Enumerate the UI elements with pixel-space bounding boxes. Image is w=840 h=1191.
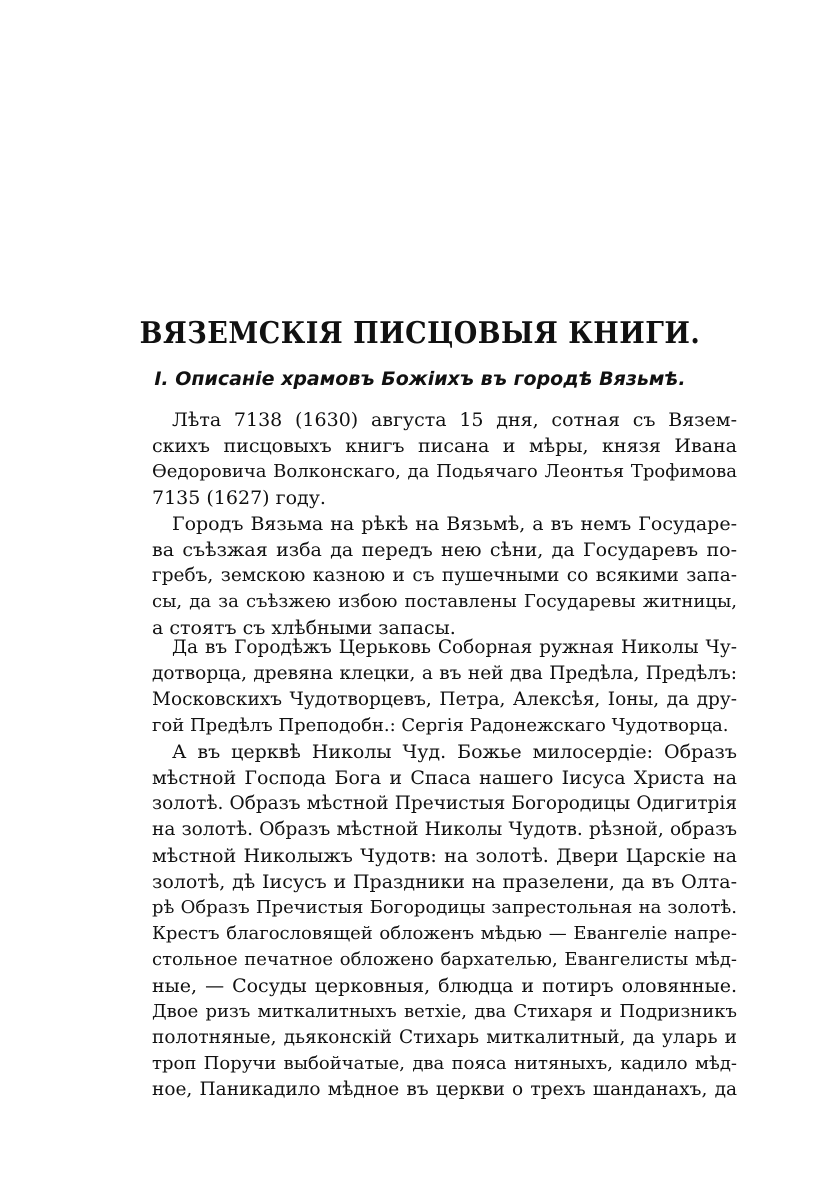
text-line: золотѣ. Образъ мѣстной Пречистыя Богородицы Одигитрія	[152, 793, 737, 814]
text-line: на золотѣ. Образъ мѣстной Николы Чудотв. рѣзной, образъ	[152, 819, 737, 840]
section-heading: I. Описаніе храмовъ Божіихъ въ городѣ Вязьмѣ.	[154, 368, 686, 390]
text-line: Ѳедоровича Волконскаго, да Подьячаго Леонтья Трофимова	[152, 461, 737, 482]
text-line: стольное печатное обложено бархателью, Евангелисты мѣд-	[152, 949, 737, 970]
text-line: полотняные, дьяконскій Стихарь миткалитный, да уларь и	[152, 1027, 737, 1048]
text-line: золотѣ, дѣ Іисусъ и Праздники на празелени, да въ Олта-	[152, 871, 737, 893]
text-line: мѣстной Господа Бога и Спаса нашего Іисуса Христа на	[152, 767, 737, 789]
text-line: дотворца, древяна клецки, а въ ней два Предѣла, Предѣлъ:	[152, 663, 737, 684]
text-line: гребъ, земскою казною и съ пушечными со всякими запа-	[152, 565, 737, 586]
text-line: ные, — Сосуды церковныя, блюдца и потиръ оловянные.	[152, 975, 737, 997]
text-line: Московскихъ Чудотворцевъ, Петра, Алексѣя, Іоны, да дру-	[152, 689, 737, 710]
text-line: гой Предѣлъ Преподобн.: Сергія Радонежскаго Чудотворца.	[152, 715, 729, 736]
text-line: Крестъ благословящей обложенъ мѣдью — Евангеліе напре-	[152, 923, 737, 944]
text-line: Городъ Вязьма на рѣкѣ на Вязьмѣ, а въ немъ Государе-	[172, 513, 737, 535]
text-line: скихъ писцовыхъ книгъ писана и мѣры, князя Ивана	[152, 435, 737, 457]
text-line: Лѣта 7138 (1630) августа 15 дня, сотная съ Вязем-	[172, 409, 737, 431]
text-line: троп Поручи выбойчатые, два пояса нитяныхъ, кадило мѣд-	[152, 1053, 737, 1074]
text-line: 7135 (1627) году.	[152, 487, 326, 509]
text-line: Да въ Городѣжъ Церьковь Соборная ружная Николы Чу-	[172, 637, 737, 658]
text-line: мѣстной Николыжъ Чудотв: на золотѣ. Двери Царскіе на	[152, 845, 737, 867]
text-line: сы, да за съѣзжею избою поставлены Государевы житницы,	[152, 591, 737, 612]
document-title: ВЯЗЕМСКІЯ ПИСЦОВЫЯ КНИГИ.	[139, 316, 701, 351]
text-line: ва съѣзжая изба да передъ нею сѣни, да Государевъ по-	[152, 539, 737, 561]
text-line: Двое ризъ миткалитныхъ ветхіе, два Стихаря и Подризникъ	[152, 1001, 737, 1022]
text-line: а стоятъ съ хлѣбными запасы.	[152, 617, 456, 639]
text-line: рѣ Образъ Пречистыя Богородицы запрестольная на золотѣ.	[152, 897, 737, 918]
text-line: А въ церквѣ Николы Чуд. Божье милосердіе: Образъ	[172, 741, 737, 763]
text-line: ное, Паникадило мѣдное въ церкви о трехъ шанданахъ, да	[152, 1079, 737, 1100]
